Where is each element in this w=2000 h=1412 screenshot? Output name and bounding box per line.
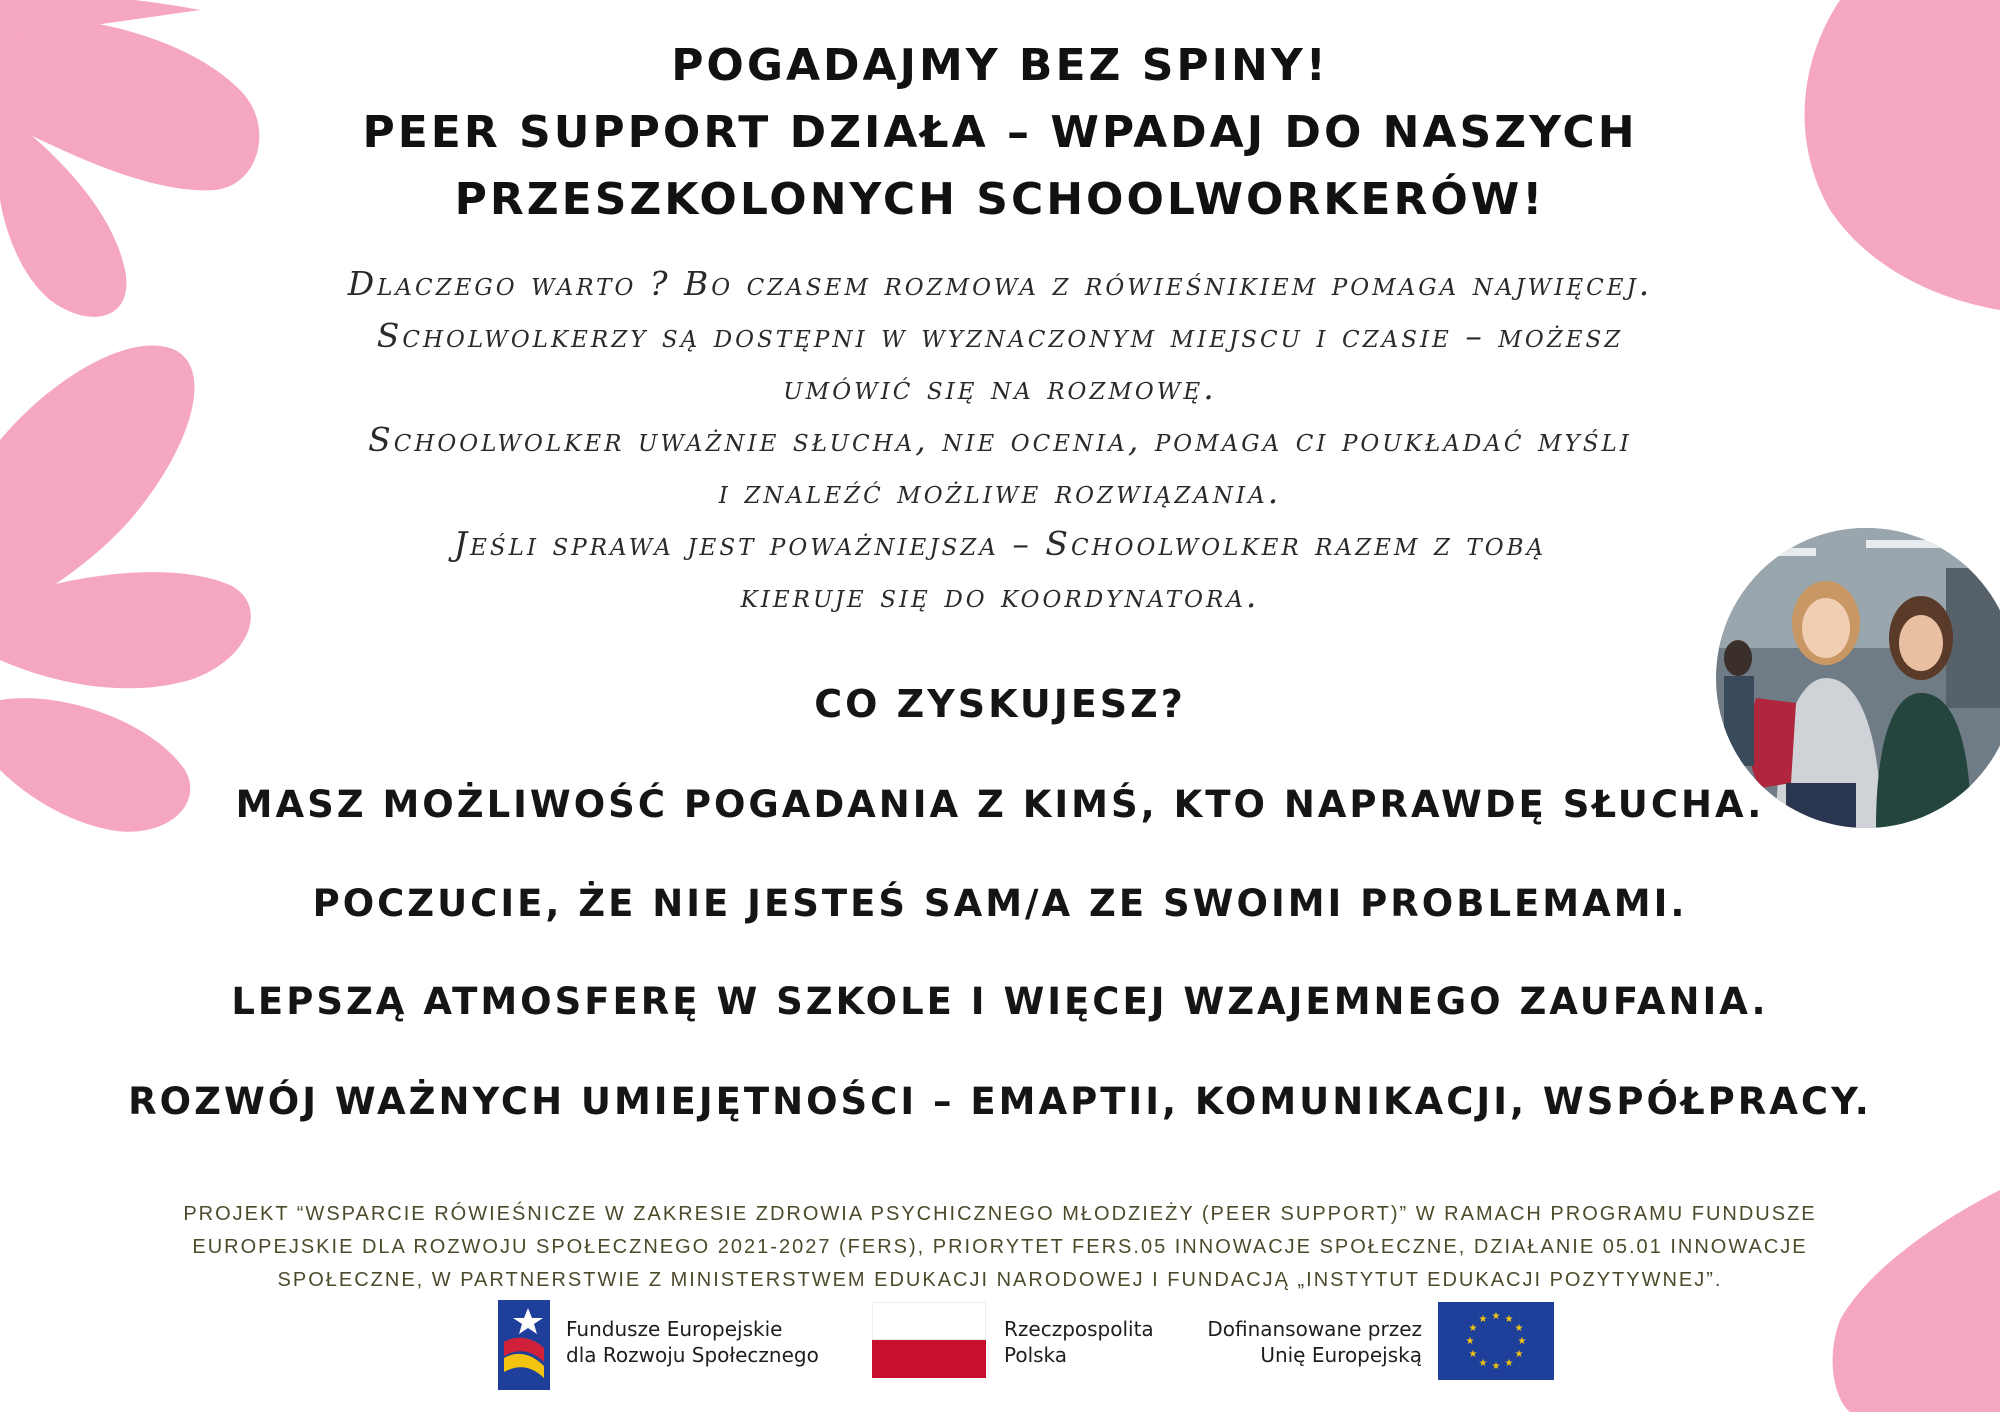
eu-logo-text: Dofinansowane przez Unię Europejską <box>1207 1317 1422 1367</box>
footnote-line: SPOŁECZNE, W PARTNERSTWIE Z MINISTERSTWEM EDUKACJI NARODOWEJ I FUNDACJĄ „INSTYTUT EDUKACJI POZYTYWNEJ”. <box>277 1269 1723 1291</box>
fe-logo-text: Fundusze Europejskie dla Rozwoju Społecznego <box>566 1317 819 1367</box>
svg-text:★: ★ <box>1478 1314 1488 1325</box>
intro-line: umówić się na rozmowę. <box>783 368 1217 407</box>
intro-paragraph <box>0 258 2000 622</box>
rp-logo-text: Rzeczpospolita Polska <box>1004 1317 1154 1367</box>
svg-text:★: ★ <box>1468 1349 1478 1360</box>
svg-text:★: ★ <box>1465 1336 1475 1347</box>
intro-line: Scholwolkerzy są dostępni w wyznaczonym miejscu i czasie – możesz <box>376 316 1624 355</box>
headline-line-2: PEER SUPPORT DZIAŁA – WPADAJ DO NASZYCH <box>362 107 1638 158</box>
benefit-item: MASZ MOŻLIWOŚĆ POGADANIA Z KIMŚ, KTO NAPRAWDĘ SŁUCHA. <box>235 783 1765 826</box>
headline-line-1: POGADAJMY BEZ SPINY! <box>671 40 1329 91</box>
svg-text:★: ★ <box>1514 1349 1524 1360</box>
footnote-line: PROJEKT “WSPARCIE RÓWIEŚNICZE W ZAKRESIE ZDROWIA PSYCHICZNEGO MŁODZIEŻY (PEER SUPPORT)” W RAMACH PROGRAMU FUNDUSZE <box>183 1203 1817 1225</box>
section-title: CO ZYSKUJESZ? <box>814 682 1186 726</box>
benefit-item: POCZUCIE, ŻE NIE JESTEŚ SAM/A ZE SWOIMI PROBLEMAMI. <box>312 882 1688 925</box>
intro-line: Schoolwolker uważnie słucha, nie ocenia, pomaga ci poukładać myśli <box>368 420 1632 459</box>
svg-text:★: ★ <box>1478 1358 1488 1369</box>
funding-logos-bar <box>0 1300 2000 1390</box>
svg-text:★: ★ <box>1491 1361 1501 1372</box>
intro-line: i znaleźć możliwe rozwiązania. <box>718 472 1282 511</box>
footnote-line: EUROPEJSKIE DLA ROZWOJU SPOŁECZNEGO 2021-2027 (FERS), PRIORYTET FERS.05 INNOWACJE SPOŁECZNE, DZIAŁANIE 05.01 INNOWACJE <box>192 1236 1808 1258</box>
svg-text:★: ★ <box>1468 1323 1478 1334</box>
benefit-item: ROZWÓJ WAŻNYCH UMIEJĘTNOŚCI – EMAPTII, KOMUNIKACJI, WSPÓŁPRACY. <box>128 1080 1872 1123</box>
svg-text:★: ★ <box>1517 1336 1527 1347</box>
eu-flag-icon <box>1438 1302 1554 1380</box>
project-footnote <box>0 1198 2000 1297</box>
fundusze-europejskie-logo-icon <box>498 1300 550 1390</box>
svg-text:★: ★ <box>1504 1314 1514 1325</box>
svg-text:★: ★ <box>1504 1358 1514 1369</box>
intro-line: Dlaczego warto ? Bo czasem rozmowa z rówieśnikiem pomaga najwięcej. <box>347 264 1653 303</box>
headline-line-3: PRZESZKOLONYCH SCHOOLWORKERÓW! <box>454 174 1546 225</box>
svg-text:★: ★ <box>1514 1323 1524 1334</box>
polish-flag-icon <box>872 1302 986 1378</box>
intro-line: kieruje się do koordynatora. <box>740 576 1260 615</box>
benefit-item: LEPSZĄ ATMOSFERĘ W SZKOLE I WIĘCEJ WZAJEMNEGO ZAUFANIA. <box>231 980 1769 1023</box>
intro-line: Jeśli sprawa jest poważniejsza – Schoolwolker razem z tobą <box>453 524 1547 563</box>
svg-text:★: ★ <box>1491 1311 1501 1322</box>
